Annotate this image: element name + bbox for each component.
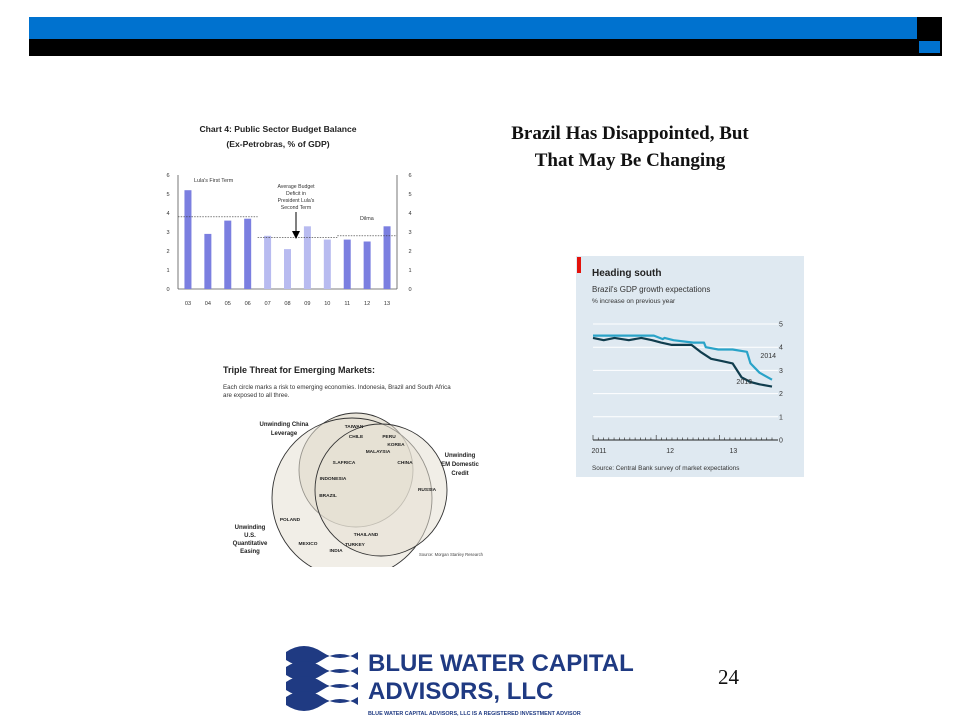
country-poland: POLAND [279, 518, 301, 523]
bar-11 [344, 240, 351, 289]
red-tag-icon [577, 257, 581, 273]
label-em-1: Unwinding [444, 453, 476, 459]
x-tick-12: 12 [364, 301, 371, 307]
header-square-blue [917, 39, 942, 56]
annotation-average-line-3: President Lula's [277, 198, 315, 204]
slide-title-line-2: That May Be Changing [534, 150, 726, 171]
label-us-1: Unwinding [234, 525, 266, 531]
bar-05 [224, 221, 231, 289]
header-bar-black [29, 39, 917, 56]
wave-logo-icon [286, 646, 358, 711]
label-us-3: Quantitative [232, 541, 268, 547]
country-turkey: TURKEY [345, 543, 365, 548]
venn-description-line-2: are exposed to all three. [223, 392, 290, 399]
x-tick-03: 03 [184, 301, 192, 307]
annotation-average-line-4: Second Term [280, 205, 312, 211]
bar-03 [184, 190, 191, 289]
y-tick-left-6: 6 [166, 173, 170, 179]
label-em-3: Credit [451, 471, 469, 477]
country-russia: RUSSIA [417, 488, 437, 493]
x-tick-06: 06 [244, 301, 251, 307]
bar-09 [304, 226, 311, 289]
y-tick-right-4: 4 [408, 211, 412, 217]
budget-chart-title: Chart 4: Public Sector Budget Balance [199, 124, 357, 134]
label-em-2: EM Domestic [441, 462, 479, 468]
country-thailand: THAILAND [353, 533, 379, 538]
x-tick-13: 13 [383, 301, 391, 307]
bar-08 [284, 249, 291, 289]
bar-04 [204, 234, 211, 289]
x-tick-05: 05 [224, 301, 231, 307]
slide-title-line-1: Brazil Has Disappointed, But [511, 123, 749, 144]
gdp-x-label-2011: 2011 [591, 448, 607, 455]
x-tick-10: 10 [324, 301, 331, 307]
budget-balance-chart [160, 115, 420, 315]
y-tick-left-3: 3 [166, 230, 170, 236]
country-indonesia: INDONESIA [319, 477, 347, 482]
bar-12 [364, 242, 371, 290]
x-tick-04: 04 [204, 301, 211, 307]
y-tick-left-4: 4 [166, 211, 170, 217]
gdp-chart-title: Heading south [592, 268, 662, 279]
country-peru: PERU [382, 435, 396, 440]
label-us-4: Easing [240, 549, 260, 555]
bar-10 [324, 240, 331, 289]
gdp-y-tick-2: 2 [779, 391, 783, 399]
gdp-chart-subtitle: Brazil's GDP growth expectations [592, 285, 711, 294]
venn-title: Triple Threat for Emerging Markets: [223, 365, 376, 375]
gdp-chart-unit-note: % increase on previous year [592, 298, 676, 305]
x-tick-07: 07 [264, 301, 271, 307]
country-mexico: MEXICO [298, 542, 318, 547]
y-tick-right-0: 0 [408, 287, 412, 293]
bar-07 [264, 236, 271, 289]
logo-line-2: ADVISORS, LLC [368, 678, 554, 705]
country-china: CHINA [397, 461, 413, 466]
slide-title [470, 120, 790, 174]
annotation-average-line-2: Deficit in [286, 191, 306, 197]
label-china-2: Leverage [270, 431, 298, 437]
logo-tagline: BLUE WATER CAPITAL ADVISORS, LLC IS A REGISTERED INVESTMENT ADVISOR [368, 711, 581, 717]
venn-description-line-1: Each circle marks a risk to emerging economies. Indonesia, Brazil and South Africa [223, 384, 451, 391]
venn-source: Source: Morgan Stanley Research [418, 552, 483, 557]
gdp-x-label-12: 12 [666, 448, 675, 455]
gdp-x-label-13: 13 [729, 448, 738, 455]
gdp-y-tick-5: 5 [779, 321, 783, 329]
series-label-2013: 2013 [736, 379, 752, 386]
y-tick-right-3: 3 [408, 230, 412, 236]
y-tick-left-2: 2 [166, 249, 170, 255]
gdp-y-tick-3: 3 [779, 367, 783, 375]
header-bar-blue [29, 17, 917, 39]
annotation-lula-first-term: Lula's First Term [194, 178, 234, 184]
series-label-2014: 2014 [760, 353, 776, 360]
annotation-dilma: Dilma [360, 216, 374, 222]
y-tick-right-6: 6 [408, 173, 412, 179]
label-us-2: U.S. [244, 533, 256, 539]
y-tick-right-1: 1 [408, 268, 412, 274]
gdp-y-tick-0: 0 [779, 437, 783, 445]
budget-x-ticks [185, 301, 390, 307]
country-india: INDIA [329, 549, 343, 554]
label-china-1: Unwinding China [259, 422, 309, 428]
page-number: 24 [718, 665, 739, 689]
gdp-chart-source: Source: Central Bank survey of market expectations [592, 465, 740, 472]
budget-chart-subtitle: (Ex-Petrobras, % of GDP) [226, 139, 330, 149]
logo-line-1: BLUE WATER CAPITAL [368, 650, 634, 677]
gdp-expectations-chart [576, 256, 804, 477]
y-tick-right-2: 2 [408, 249, 412, 255]
country-korea: KOREA [387, 443, 405, 448]
annotation-average-line-1: Average Budget [277, 184, 315, 190]
gdp-y-tick-4: 4 [779, 344, 783, 352]
company-logo [286, 640, 658, 720]
triple-threat-venn [220, 362, 500, 567]
country-malaysia: MALAYSIA [365, 450, 391, 455]
bar-06 [244, 219, 251, 289]
y-tick-right-5: 5 [408, 192, 412, 198]
country-s-africa: S.AFRICA [332, 461, 356, 466]
country-brazil: BRAZIL [319, 494, 337, 499]
y-tick-left-1: 1 [166, 268, 170, 274]
gdp-y-tick-1: 1 [779, 414, 783, 422]
x-tick-09: 09 [304, 301, 311, 307]
country-chile: CHILE [348, 435, 364, 440]
y-tick-left-5: 5 [166, 192, 170, 198]
x-tick-08: 08 [284, 301, 291, 307]
x-tick-11: 11 [344, 301, 351, 307]
country-taiwan: TAIWAN [344, 425, 364, 430]
y-tick-left-0: 0 [166, 287, 170, 293]
header-square-dark [917, 17, 942, 39]
